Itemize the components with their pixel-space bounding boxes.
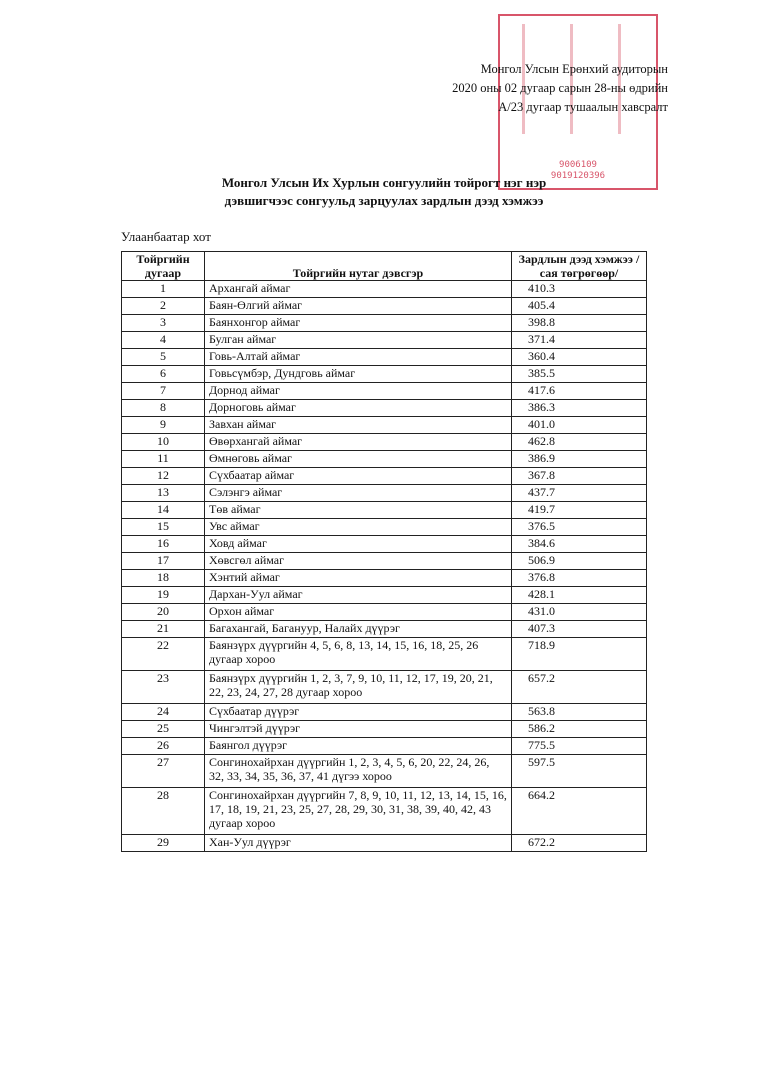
table-row [122,332,647,349]
district-number-cell: 11 [122,451,205,468]
expense-limit-cell: 401.0 [512,417,647,434]
expense-limit-cell: 384.6 [512,536,647,553]
document-title [0,174,768,210]
district-area-cell: Өмнөговь аймаг [205,451,512,468]
expense-limit-cell: 586.2 [512,721,647,738]
district-number-cell: 2 [122,298,205,315]
table-row [122,451,647,468]
table-row [122,671,647,704]
expense-limit-cell: 376.8 [512,570,647,587]
expense-limit-cell: 371.4 [512,332,647,349]
header-area: Тойргийн нутаг дэвсгэр [205,252,512,281]
appendix-note [452,60,668,117]
district-number-cell: 20 [122,604,205,621]
expense-limit-cell: 360.4 [512,349,647,366]
district-area-cell: Хэнтий аймаг [205,570,512,587]
district-area-cell: Багахангай, Багануур, Налайх дүүрэг [205,621,512,638]
stamp-number: 9019120396 [550,171,606,181]
district-area-cell: Дорнод аймаг [205,383,512,400]
expense-limit-cell: 718.9 [512,638,647,671]
district-number-cell: 15 [122,519,205,536]
table-row [122,298,647,315]
title-line: дэвшигчээс сонгуульд зарцуулах зардлын дээд хэмжээ [224,193,544,208]
expense-limit-cell: 431.0 [512,604,647,621]
city-label: Улаанбаатар хот [121,229,211,244]
district-area-cell: Сонгинохайрхан дүүргийн 7, 8, 9, 10, 11, 12, 13, 14, 15, 16, 17, 18, 19, 21, 23, 25, 27, 28, 29, 30, 31, 38, 39, 40, 42, 43 дугаар хороо [205,788,512,835]
expense-limit-cell: 462.8 [512,434,647,451]
table-row [122,519,647,536]
table-row [122,434,647,451]
expense-limit-cell: 563.8 [512,704,647,721]
expense-limit-cell: 419.7 [512,502,647,519]
district-number-cell: 16 [122,536,205,553]
district-area-cell: Дорноговь аймаг [205,400,512,417]
district-area-cell: Ховд аймаг [205,536,512,553]
district-area-cell: Говьсүмбэр, Дундговь аймаг [205,366,512,383]
expense-limit-cell: 664.2 [512,788,647,835]
district-area-cell: Говь-Алтай аймаг [205,349,512,366]
district-number-cell: 8 [122,400,205,417]
expense-limit-table [121,251,647,852]
district-number-cell: 26 [122,738,205,755]
table-row [122,587,647,604]
district-area-cell: Баянзүрх дүүргийн 1, 2, 3, 7, 9, 10, 11, 12, 17, 19, 20, 21, 22, 23, 24, 27, 28 дугаар хороо [205,671,512,704]
table-row [122,604,647,621]
district-number-cell: 24 [122,704,205,721]
table-row [122,536,647,553]
district-number-cell: 22 [122,638,205,671]
district-number-cell: 29 [122,835,205,852]
district-number-cell: 5 [122,349,205,366]
expense-limit-cell: 407.3 [512,621,647,638]
district-number-cell: 6 [122,366,205,383]
district-area-cell: Булган аймаг [205,332,512,349]
district-number-cell: 1 [122,281,205,298]
district-number-cell: 10 [122,434,205,451]
district-number-cell: 21 [122,621,205,638]
district-area-cell: Увс аймаг [205,519,512,536]
appendix-line: A/23 дугаар тушаалын хавсралт [498,100,668,114]
district-number-cell: 27 [122,755,205,788]
district-number-cell: 19 [122,587,205,604]
district-number-cell: 14 [122,502,205,519]
district-area-cell: Орхон аймаг [205,604,512,621]
table-row [122,502,647,519]
header-number: Тойргийн дугаар [122,252,205,281]
table-row [122,704,647,721]
table-row [122,349,647,366]
district-area-cell: Баянгол дүүрэг [205,738,512,755]
district-area-cell: Өвөрхангай аймаг [205,434,512,451]
expense-limit-cell: 386.9 [512,451,647,468]
district-number-cell: 4 [122,332,205,349]
expense-limit-cell: 367.8 [512,468,647,485]
expense-limit-cell: 672.2 [512,835,647,852]
table-row [122,553,647,570]
expense-limit-cell: 398.8 [512,315,647,332]
table-row [122,755,647,788]
table-row [122,366,647,383]
district-area-cell: Архангай аймаг [205,281,512,298]
district-area-cell: Баян-Өлгий аймаг [205,298,512,315]
district-number-cell: 13 [122,485,205,502]
table-row [122,315,647,332]
table-row [122,621,647,638]
expense-limit-cell: 417.6 [512,383,647,400]
table-row [122,570,647,587]
district-area-cell: Сүхбаатар аймаг [205,468,512,485]
table-row [122,835,647,852]
table-row [122,788,647,835]
district-number-cell: 23 [122,671,205,704]
district-area-cell: Сэлэнгэ аймаг [205,485,512,502]
table-row [122,383,647,400]
district-number-cell: 18 [122,570,205,587]
table-row [122,638,647,671]
table-row [122,485,647,502]
table-row [122,417,647,434]
district-area-cell: Дархан-Уул аймаг [205,587,512,604]
district-number-cell: 25 [122,721,205,738]
expense-limit-cell: 405.4 [512,298,647,315]
table-row [122,468,647,485]
district-area-cell: Төв аймаг [205,502,512,519]
expense-limit-cell: 410.3 [512,281,647,298]
district-number-cell: 7 [122,383,205,400]
district-area-cell: Сүхбаатар дүүрэг [205,704,512,721]
table-row [122,400,647,417]
table-row [122,721,647,738]
appendix-line: 2020 оны 02 дугаар сарын 28-ны өдрийн [452,81,668,95]
district-number-cell: 17 [122,553,205,570]
district-number-cell: 12 [122,468,205,485]
table-row [122,738,647,755]
expense-limit-cell: 428.1 [512,587,647,604]
expense-limit-cell: 376.5 [512,519,647,536]
appendix-line: Монгол Улсын Ерөнхий аудиторын [480,62,668,76]
expense-limit-cell: 386.3 [512,400,647,417]
district-number-cell: 3 [122,315,205,332]
expense-limit-cell: 385.5 [512,366,647,383]
title-line: Монгол Улсын Их Хурлын сонгуулийн тойрогт нэг нэр [221,175,547,190]
expense-limit-cell: 437.7 [512,485,647,502]
district-area-cell: Сонгинохайрхан дүүргийн 1, 2, 3, 4, 5, 6, 20, 22, 24, 26, 32, 33, 34, 35, 36, 37, 41 дүгээ хороо [205,755,512,788]
expense-limit-cell: 506.9 [512,553,647,570]
district-area-cell: Завхан аймаг [205,417,512,434]
expense-limit-cell: 775.5 [512,738,647,755]
expense-limit-cell: 657.2 [512,671,647,704]
expense-limit-cell: 597.5 [512,755,647,788]
header-limit: Зардлын дээд хэмжээ /сая төгрөгөөр/ [512,252,647,281]
district-area-cell: Чингэлтэй дүүрэг [205,721,512,738]
district-number-cell: 9 [122,417,205,434]
table-row [122,281,647,298]
district-area-cell: Баянхонгор аймаг [205,315,512,332]
district-area-cell: Хан-Уул дүүрэг [205,835,512,852]
district-number-cell: 28 [122,788,205,835]
stamp-number: 9006109 [559,160,597,170]
district-area-cell: Хөвсгөл аймаг [205,553,512,570]
district-area-cell: Баянзүрх дүүргийн 4, 5, 6, 8, 13, 14, 15, 16, 18, 25, 26 дугаар хороо [205,638,512,671]
